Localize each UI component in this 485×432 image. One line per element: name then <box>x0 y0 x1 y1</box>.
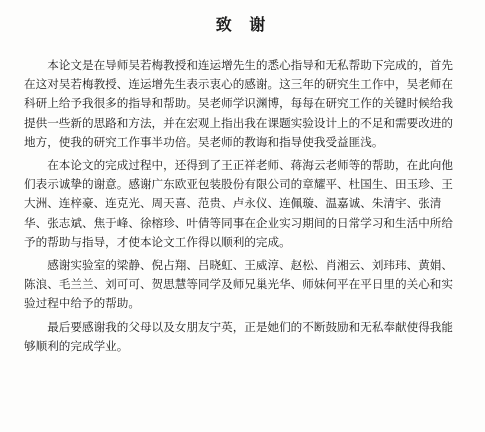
paragraph-family: 最后要感谢我的父母以及女朋友宁英，正是她们的不断鼓励和无私奉献使得我能够顺利的完成学业。 <box>24 319 453 353</box>
paragraph-classmates: 感谢实验室的梁静、倪占翔、吕晓虹、王威淳、赵松、肖湘云、刘玮玮、黄娟、陈浪、毛兰兰、刘可可、贺思慧等同学及师兄巢光华、师妹何平在平日里的关心和实验过程中给予的帮助。 <box>24 258 453 311</box>
paragraph-advisor: 本论文是在导师吴若梅教授和连运增先生的悉心指导和无私帮助下完成的，首先在这对吴若梅教授、连运增先生表示衷心的感谢。这三年的研究生工作中，吴老师在科研上给予我很多的指导和帮助。吴老师学识渊博，每每在研究工作的关键时候给我提供一些新的思路和方法，并在宏观上指出我在课题实验设计上的不足和需要改进的地方，使我的研究工作事半功倍。吴老师的教诲和指导使我受益匪浅。 <box>24 58 453 149</box>
page-title: 致 谢 <box>215 15 272 34</box>
paragraph-colleagues: 在本论文的完成过程中，还得到了王正祥老师、蒋海云老师等的帮助，在此向他们表示诚挚的谢意。感谢广东欧亚包装股份有限公司的章耀平、杜国生、田玉珍、王大洲、连梓豪、连克光、周天喜、范贵、卢永仪、连佩璇、温嘉诚、朱清宇、张清华、张志斌、焦于峰、徐榕珍、叶倩等同事在企业实习期间的日常学习和生活中所给予的帮助与指导，才使本论文工作得以顺利的完成。 <box>24 158 453 249</box>
